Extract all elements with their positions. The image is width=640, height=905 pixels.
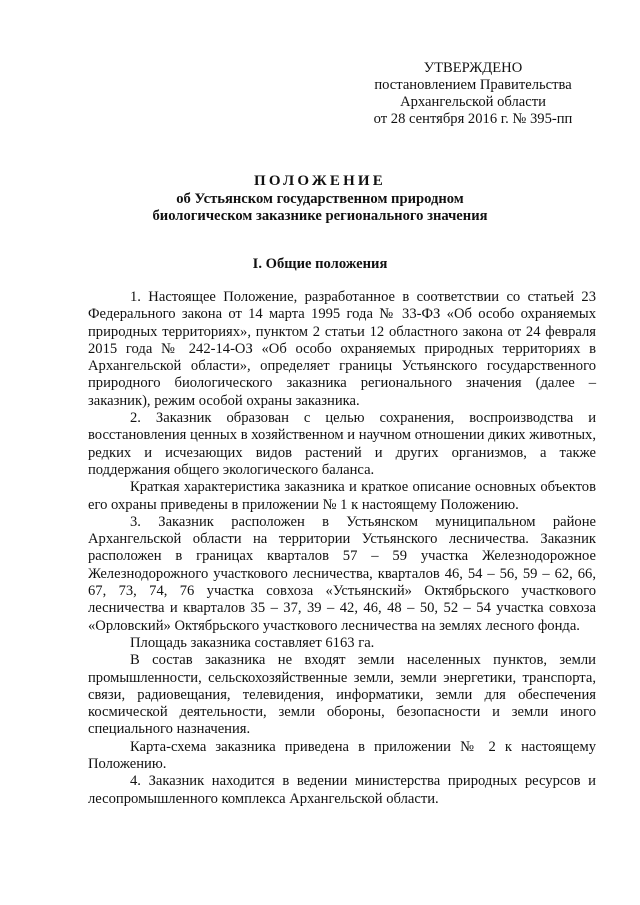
approval-line: Архангельской области: [400, 94, 546, 110]
section-heading: I. Общие положения: [252, 256, 388, 272]
document-body: [88, 289, 596, 808]
paragraph: В состав заказника не входят земли населенных пунктов, земли промышленности, сельскохозяйственные земли, земли энергетики, транспорта, связи, радиовещания, телевидения, информатики, земли для обеспечения космической деятельности, земли обороны, безопасности и земли иного специального назначения.: [88, 652, 596, 738]
document-subtitle-line: об Устьянском государственном природном: [176, 191, 464, 207]
approval-stamp: [358, 60, 588, 128]
document-subtitle-line: биологическом заказнике регионального значения: [152, 208, 488, 224]
paragraph: 4. Заказник находится в ведении министерства природных ресурсов и лесопромышленного комплекса Архангельской области.: [88, 773, 596, 807]
paragraph: Площадь заказника составляет 6163 га.: [130, 634, 375, 651]
approval-line: постановлением Правительства: [374, 77, 572, 93]
paragraph: 1. Настоящее Положение, разработанное в соответствии со статьей 23 Федерального закона от 14 марта 1995 года № 33-ФЗ «Об особо охраняемых природных территориях», пунктом 2 статьи 12 областного закона от 24 февраля 2015 года № 242-14-ОЗ «Об особо охраняемых природных территориях в Архангельской области», определяет границы Устьянского государственного природного биологического заказника регионального значения (далее – заказник), режим особой охраны заказника.: [88, 289, 596, 409]
approval-line: от 28 сентября 2016 г. № 395-пп: [373, 111, 573, 127]
paragraph: Краткая характеристика заказника и краткое описание основных объектов его охраны приведены в приложении № 1 к настоящему Положению.: [88, 479, 596, 513]
document-title: ПОЛОЖЕНИЕ: [253, 173, 387, 189]
approval-line: УТВЕРЖДЕНО: [423, 60, 523, 76]
paragraph: 3. Заказник расположен в Устьянском муниципальном районе Архангельской области на территории Устьянского лесничества. Заказник расположен в границах кварталов 57 – 59 участка Железнодорожное Железнодорожного участкового лесничества, кварталов 46, 54 – 56, 59 – 62, 66, 67, 73, 74, 76 участка совхоза «Устьянский» Октябрьского участкового лесничества и кварталов 35 – 37, 39 – 42, 46, 48 – 50, 52 – 54 участка совхоза «Орловский» Октябрьского участкового лесничества на землях лесного фонда.: [88, 513, 596, 634]
paragraph: Карта-схема заказника приведена в приложении № 2 к настоящему Положению.: [88, 738, 596, 773]
paragraph: 2. Заказник образован с целью сохранения, воспроизводства и восстановления ценных в хозяйственном и научном отношении диких животных, редких и исчезающих видов растений и других организмов, а также поддержания общего экологического баланса.: [88, 410, 596, 478]
document-title-block: [0, 172, 640, 225]
